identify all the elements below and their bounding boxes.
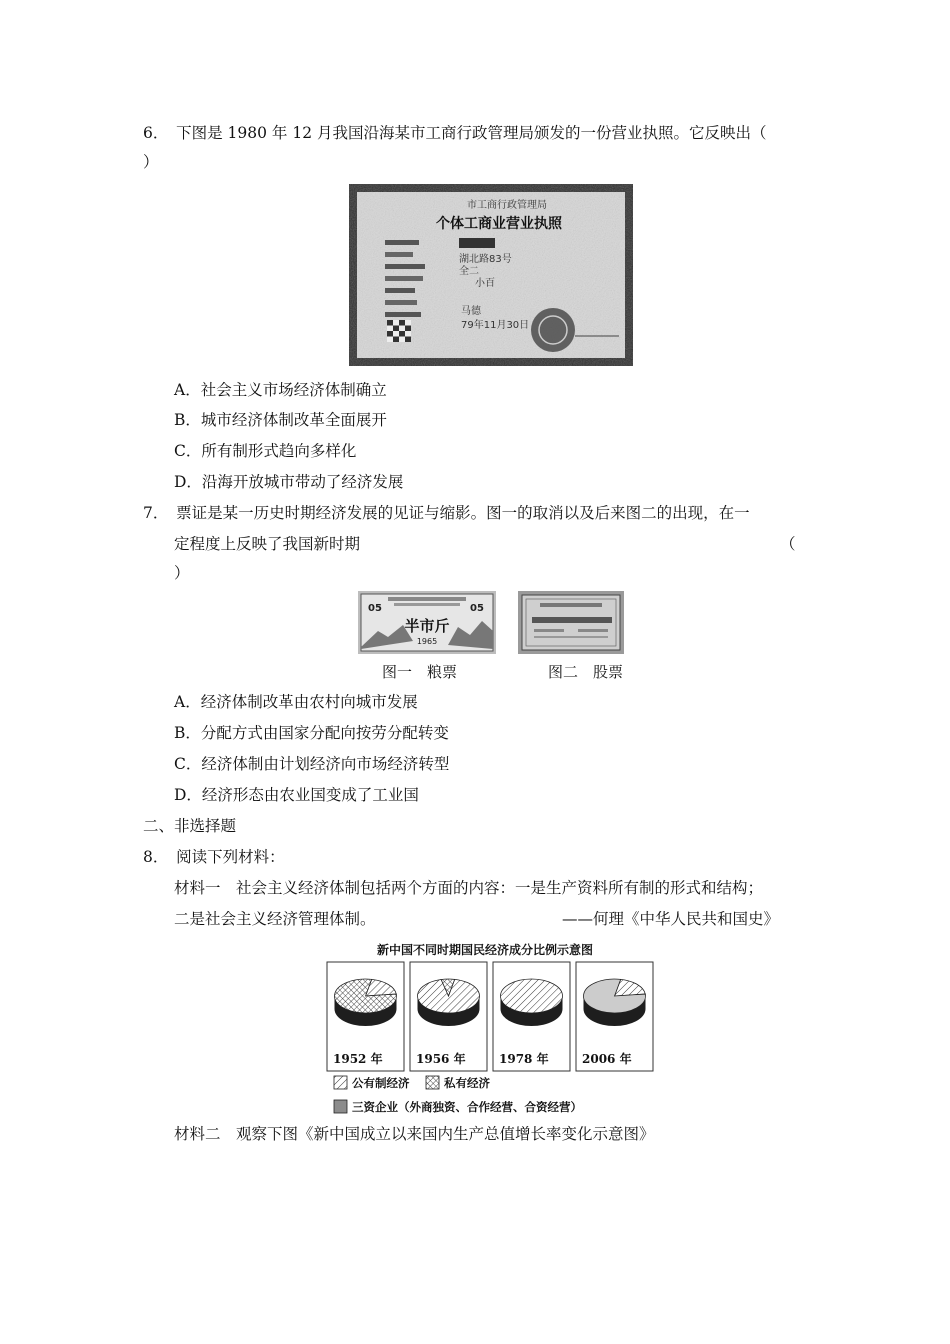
legend-swatch (426, 1076, 439, 1089)
legend-swatch (334, 1076, 347, 1089)
q7-option-a: A．经济体制改革由农村向城市发展 (174, 693, 418, 711)
q8-material2: 材料二 观察下图《新中国成立以来国内生产总值增长率变化示意图》 (174, 1125, 655, 1143)
q8-material1-line2: 二是社会主义经济管理体制。 (174, 910, 376, 928)
license-round-seal (531, 308, 575, 352)
fig1-caption: 图一 粮票 (382, 663, 458, 681)
stock-certificate-image (518, 591, 624, 654)
legend-label: 私有经济 (444, 1076, 490, 1090)
coupon-num-right: 05 (470, 603, 484, 614)
q8-material1-line1: 材料一 社会主义经济体制包括两个方面的内容：一是生产资料所有制的形式和结构； (174, 879, 764, 897)
license-field5: 马德 (461, 306, 481, 317)
q7-paren-open: （ (780, 535, 796, 553)
license-title: 个体工商业营业执照 (436, 216, 562, 232)
coupon-num-left: 05 (368, 603, 382, 614)
license-date: 79年11月30日 (461, 320, 530, 331)
q6-option-d: D．沿海开放城市带动了经济发展 (174, 473, 404, 491)
pie-slice (501, 979, 563, 1013)
q6-option-c: C．所有制形式趋向多样化 (174, 442, 357, 460)
q8-stem: 8． 阅读下列材料： (143, 848, 285, 866)
q6-stem: 6． 下图是 1980 年 12 月我国沿海某市工商行政管理局颁发的一份营业执照。它反映出（ (143, 124, 767, 142)
grain-coupon-image (358, 591, 496, 654)
fig2-caption: 图二 股票 (548, 663, 624, 681)
q7-stem-line1: 7． 票证是某一历史时期经济发展的见证与缩影。图一的取消以及后来图二的出现，在一 (143, 504, 750, 522)
license-checker-stamp (387, 320, 411, 342)
pie-year-label: 1978 年 (499, 1052, 549, 1066)
legend-label: 三资企业（外商独资、合作经营、合资经营） (352, 1100, 582, 1114)
license-line1: 市工商行政管理局 (467, 200, 547, 211)
pie-year-label: 1956 年 (416, 1052, 466, 1066)
q8-material1-source: ——何理《中华人民共和国史》 (562, 910, 780, 928)
coupon-year: 1965 (416, 637, 438, 646)
q7-stem-line2: 定程度上反映了我国新时期 (174, 535, 361, 553)
q7-paren-close: ） (174, 564, 190, 582)
chart-title: 新中国不同时期国民经济成分比例示意图 (376, 943, 594, 957)
legend-swatch (334, 1100, 347, 1113)
q6-stem-end: ） (143, 153, 159, 171)
pie-year-label: 2006 年 (582, 1052, 632, 1066)
license-field2: 全二 (459, 266, 479, 277)
legend-label: 公有制经济 (352, 1076, 410, 1090)
q7-option-b: B．分配方式由国家分配向按劳分配转变 (174, 724, 449, 742)
q6-option-b: B．城市经济体制改革全面展开 (174, 411, 387, 429)
section-heading: 二、非选择题 (143, 817, 237, 835)
license-photo (349, 184, 633, 366)
economy-share-chart (320, 936, 670, 1118)
license-field3: 小百 (475, 278, 495, 289)
q7-option-d: D．经济形态由农业国变成了工业国 (174, 786, 419, 804)
q6-option-a: A．社会主义市场经济体制确立 (174, 381, 387, 399)
license-addr: 湖北路83号 (459, 254, 512, 265)
coupon-denomination: 半市斤 (404, 617, 450, 635)
pie-year-label: 1952 年 (333, 1052, 383, 1066)
q7-option-c: C．经济体制由计划经济向市场经济转型 (174, 755, 450, 773)
